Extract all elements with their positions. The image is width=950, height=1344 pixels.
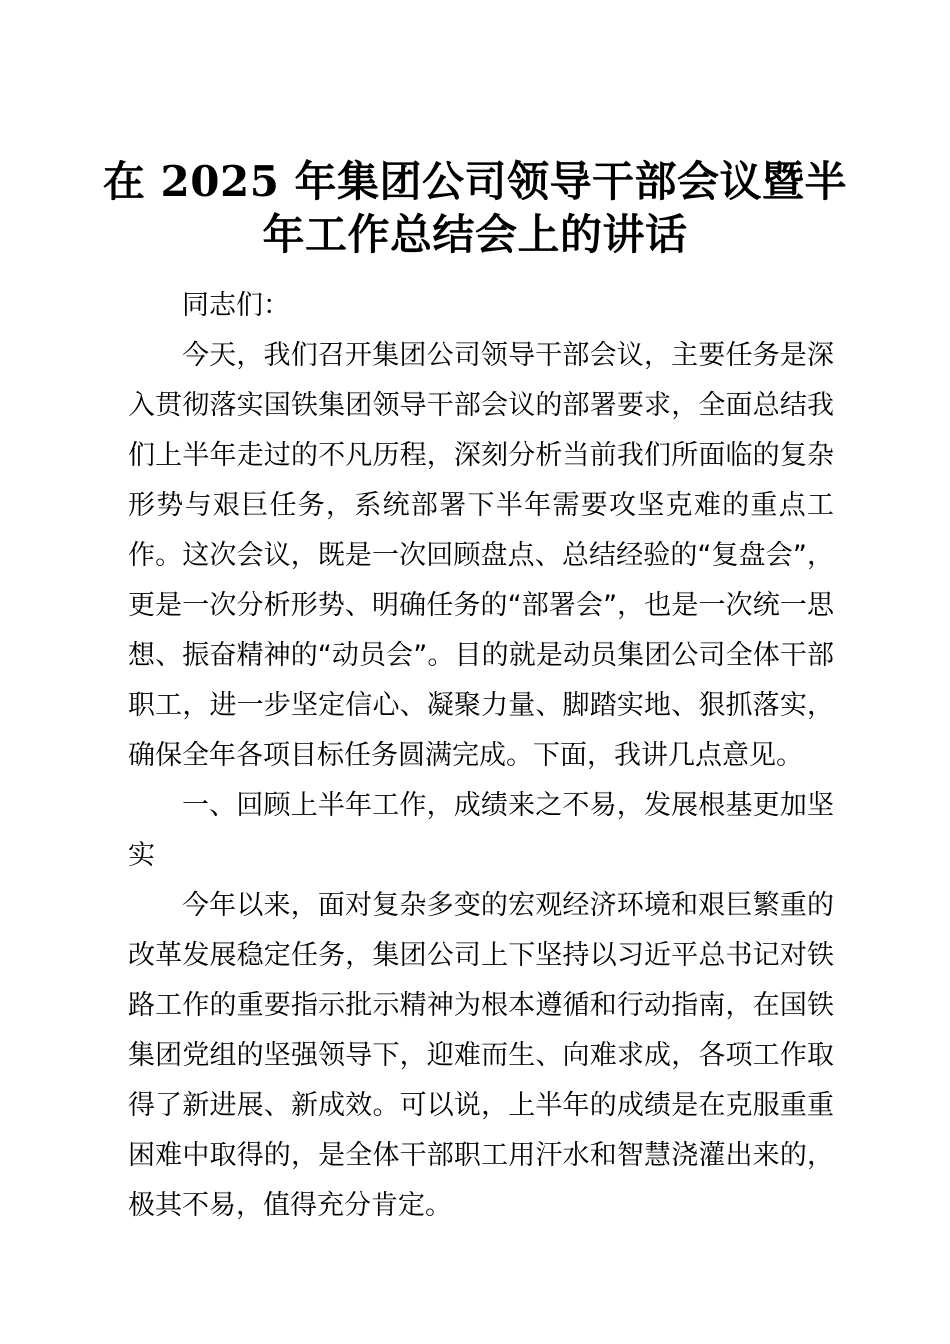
- section-heading: 一、回顾上半年工作，成绩来之不易，发展根基更加坚实: [128, 790, 834, 871]
- body-paragraph: 今天，我们召开集团公司领导干部会议，主要任务是深入贯彻落实国铁集团领导干部会议的部署要求，全面总结我们上半年走过的不凡历程，深刻分析当前我们所面临的复杂形势与艰巨任务，系统部署下半年需要攻坚克难的重点工作。这次会议，既是一次回顾盘点、总结经验的“复盘会”，更是一次分析形势、明确任务的“部署会”，也是一次统一思想、振奋精神的“动员会”。目的就是动员集团公司全体干部职工，进一步坚定信心、凝聚力量、脚踏实地、狠抓落实，确保全年各项目标任务圆满完成。下面，我讲几点意见。: [128, 340, 834, 771]
- document-body: [128, 281, 834, 1231]
- document-title: 在 2025 年集团公司领导干部会议暨半年工作总结会上的讲话: [102, 157, 848, 259]
- salutation: 同志们：: [182, 290, 290, 321]
- body-paragraph: 今年以来，面对复杂多变的宏观经济环境和艰巨繁重的改革发展稳定任务，集团公司上下坚持以习近平总书记对铁路工作的重要指示批示精神为根本遵循和行动指南，在国铁集团党组的坚强领导下，迎难而生、向难求成，各项工作取得了新进展、新成效。可以说，上半年的成绩是在克服重重困难中取得的，是全体干部职工用汗水和智慧浇灌出来的，极其不易，值得充分肯定。: [128, 890, 834, 1221]
